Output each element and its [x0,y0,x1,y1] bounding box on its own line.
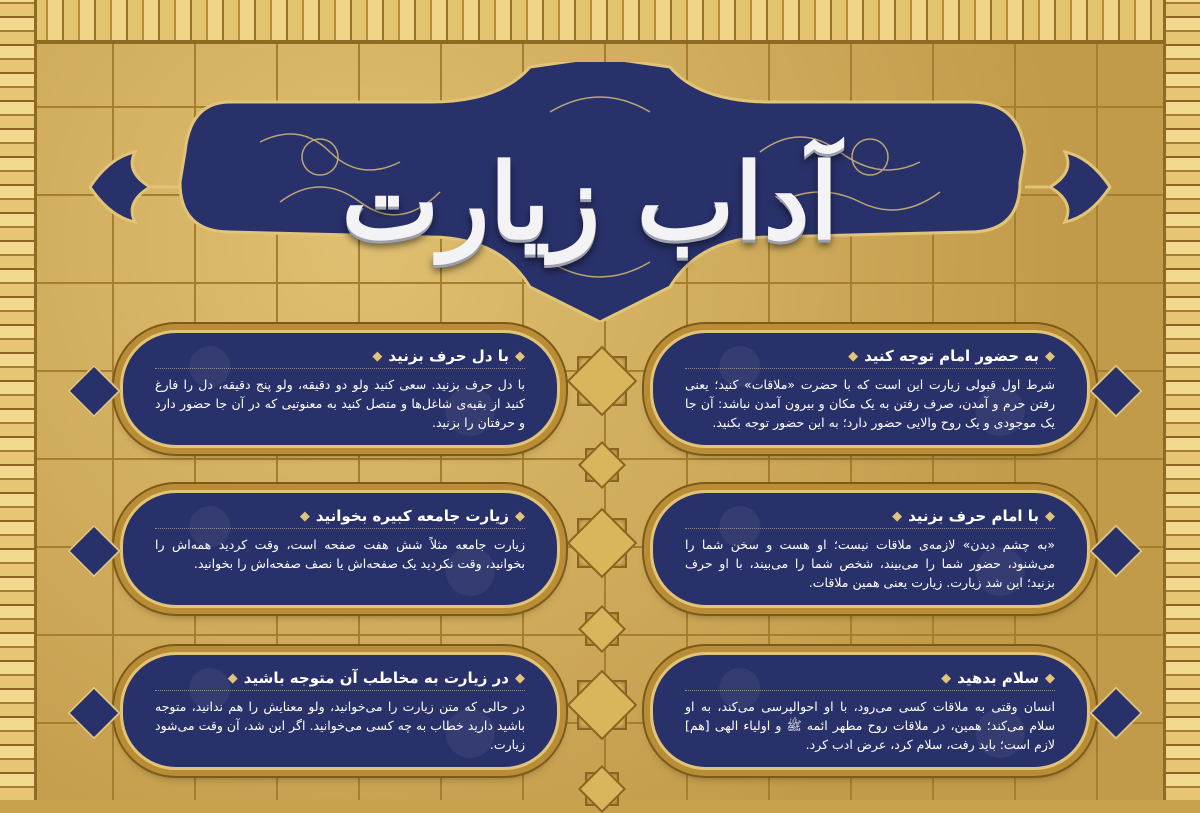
right-ornamental-border [1163,0,1200,800]
panel-heading: با دل حرف بزنید [388,347,509,365]
diamond-ornament-icon: ◆ [515,508,525,524]
diamond-ornament-icon: ◆ [941,670,952,686]
panel-heading: سلام بدهید [957,669,1039,687]
panel-text: زیارت جامعه مثلاً شش هفت صفحه است، وقت کردید همه‌اش را بخوانید، وقت نکردید یک صفحه‌اش یا نصف صفحه‌اش را بخوانید. [155,537,525,571]
panel-mind-addressee [120,652,560,770]
star-ornament [577,356,627,406]
diamond-ornament-icon: ◆ [1045,348,1055,364]
panel-text: «به چشم دیدن» لازمه‌ی ملاقات نیست؛ او هست و سخن شما را می‌شنود، حضور شما را می‌بیند، شخص شما را می‌بیند، با او حرف بزنید؛ این شد زیارت. زیارت یعنی همین ملاقات. [685,537,1055,590]
panel-read-jamea-kabira [120,490,560,608]
panel-heading: با امام حرف بزنید [908,507,1039,525]
title-banner [80,62,1120,322]
panel-text: انسان وقتی به ملاقات کسی می‌رود، با او احوالپرسی می‌کند، به او سلام می‌کند؛ همین، در ملاقات روح مطهر ائمه ﷺ و اولیاء الهی [هم] لازم است؛ باید رفت، سلام کرد، عرض ادب کرد. [685,699,1055,752]
star-ornament [577,680,627,730]
diamond-ornament-icon: ◆ [1045,670,1055,686]
star-ornament [577,518,627,568]
diamond-ornament-icon: ◆ [372,348,383,364]
diamond-ornament-icon: ◆ [848,348,859,364]
diamond-ornament-icon: ◆ [515,348,525,364]
panel-heading: در زیارت به مخاطب آن متوجه باشید [243,669,509,687]
panel-speak-from-heart [120,330,560,448]
diamond-ornament-icon: ◆ [227,670,238,686]
star-ornament [585,448,619,482]
page-title: آداب زیارت [341,140,839,263]
panel-give-greeting [650,652,1090,770]
star-ornament [585,772,619,806]
diamond-ornament-icon: ◆ [1045,508,1055,524]
star-ornament [585,612,619,646]
diamond-ornament-icon: ◆ [299,508,310,524]
top-ornamental-border [0,0,1200,44]
panel-heading: زیارت جامعه کبیره بخوانید [315,507,509,525]
panel-heading: به حضور امام توجه کنید [864,347,1039,365]
panel-text: شرط اول قبولی زیارت این است که با حضرت «ملاقات» کنید؛ یعنی رفتن حرم و آمدن، صرف رفتن به یک مکان و بیرون آمدن نباشد: آن جا یک موجودی و یک روح والایی حضور دارد؛ به این حضور توجه بکنید. [685,377,1055,430]
panel-attend-presence [650,330,1090,448]
diamond-ornament-icon: ◆ [515,670,525,686]
diamond-ornament-icon: ◆ [892,508,903,524]
left-ornamental-border [0,0,37,800]
panel-text: با دل حرف بزنید. سعی کنید ولو دو دقیقه، ولو پنج دقیقه، دل را فارغ کنید از بقیه‌ی شاغل‌ها و متصل کنید به معنوتیی که در آن جا حضور دارد و حرفتان را بزنید. [155,377,525,430]
panel-speak-with-imam [650,490,1090,608]
panel-text: در حالی که متن زیارت را می‌خوانید، ولو معنایش را هم ندانید، متوجه باشید دارید خطاب به چه کسی می‌خوانید. اگر این شد، آن وقت می‌شود زیارت. [155,699,525,752]
